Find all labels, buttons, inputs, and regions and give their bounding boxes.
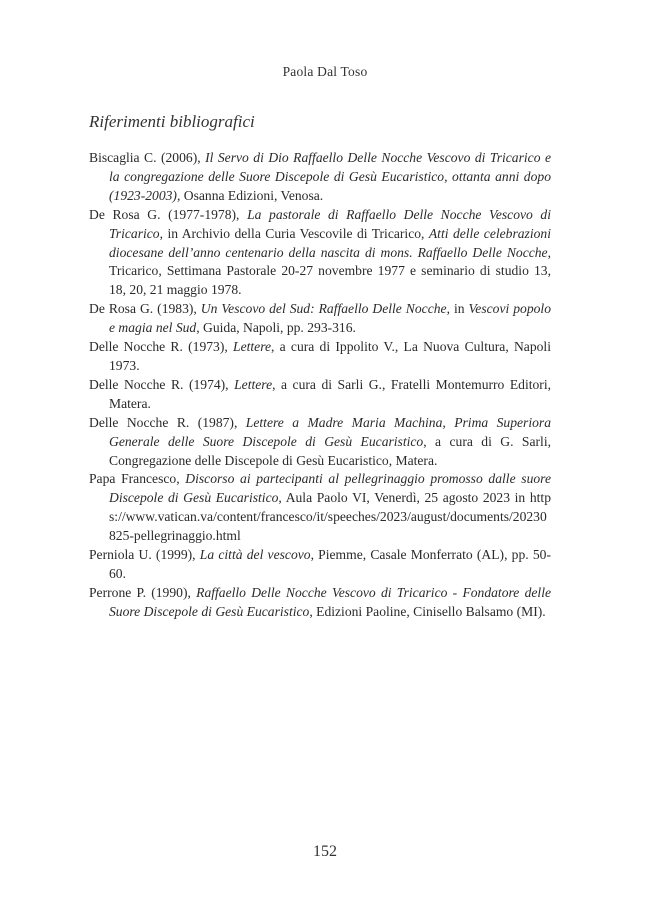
page-number: 152 (313, 843, 337, 860)
entry-title: La pastorale di Raffaello Delle Nocche Vescovo di Tricarico (109, 206, 552, 241)
entry-source: , in (446, 301, 469, 317)
bibliography-list (89, 149, 551, 622)
entry-title: Un Vescovo del Sud: Raffaello Delle Nocche (200, 301, 447, 317)
section-title: Riferimenti bibliografici (89, 112, 255, 131)
entry-publication: , Piemme, Casale Monferrato (AL), pp. 50-60. (109, 547, 552, 581)
entry-title: Il Servo di Dio Raffaello Delle Nocche Vescovo di Tricarico e la congregazione delle Suore Discepole di Gesù Eucaristico, ottanta anni dopo (1923-2003) (109, 150, 551, 203)
bibliography-entry (89, 376, 551, 414)
bibliography-entry (89, 546, 551, 584)
entry-author-year: De Rosa G. (1983), (89, 301, 201, 317)
entry-author-year: Papa Francesco, (89, 471, 186, 487)
entry-author-year: Biscaglia C. (2006), (89, 150, 206, 165)
bibliography-entry (89, 338, 551, 376)
entry-url: https://www.vatican.va/content/francesco/it/speeches/2023/august/documents/20230825-pellegrinaggio.html (109, 490, 551, 544)
entry-container-title: Atti delle celebrazioni diocesane dell’anno centenario della nascita di mons. Raffaello Delle Nocche (109, 225, 551, 260)
entry-author-year: Delle Nocche R. (1974), (89, 376, 235, 392)
entry-publication: , Osanna Edizioni, Venosa. (176, 187, 324, 203)
entry-title: Lettere (233, 339, 272, 355)
entry-publication: , a cura di Ippolito V., La Nuova Cultura, Napoli 1973. (109, 339, 551, 373)
running-head: Paola Dal Toso (282, 64, 368, 79)
entry-author-year: Delle Nocche R. (1987), (89, 414, 246, 430)
entry-title: Discorso ai partecipanti al pellegrinaggio promosso dalle suore Discepole di Gesù Eucaristico (109, 471, 551, 506)
bibliography-entry (89, 149, 551, 206)
entry-source: , Aula Paolo VI, Venerdì, 25 agosto 2023 in (278, 490, 530, 506)
bibliography-entry (89, 470, 551, 546)
entry-publication: , a cura di Sarli G., Fratelli Montemurro Editori, Matera. (109, 376, 552, 411)
entry-container-title: Vescovi popolo e magia nel Sud (109, 301, 551, 336)
entry-title: Lettere (234, 376, 273, 392)
bibliography-entry (89, 584, 551, 622)
entry-publication: , Edizioni Paoline, Cinisello Balsamo (MI). (309, 603, 546, 619)
entry-publication: , Guida, Napoli, pp. 293-316. (196, 320, 356, 336)
bibliography-entry (89, 206, 551, 301)
entry-publication: , Tricarico, Settimana Pastorale 20-27 novembre 1977 e seminario di studio 13, 18, 20, 21 maggio 1978. (109, 244, 551, 298)
entry-title: Lettere a Madre Maria Machina, Prima Superiora Generale delle Suore Discepole di Gesù Eucaristico (109, 414, 551, 449)
entry-publication: , a cura di G. Sarli, Congregazione delle Discepole di Gesù Eucaristico, Matera. (109, 433, 551, 468)
entry-author-year: Perrone P. (1990), (89, 584, 197, 600)
bibliography-entry (89, 414, 551, 471)
entry-author-year: De Rosa G. (1977-1978), (89, 206, 248, 222)
bibliography-entry (89, 300, 551, 338)
entry-title: La città del vescovo (199, 547, 311, 563)
entry-author-year: Delle Nocche R. (1973), (89, 339, 234, 355)
entry-author-year: Perniola U. (1999), (89, 547, 200, 563)
entry-source: , in Archivio della Curia Vescovile di Tricarico, (159, 225, 429, 241)
entry-title: Raffaello Delle Nocche Vescovo di Tricarico - Fondatore delle Suore Discepole di Gesù Eucaristico (109, 584, 552, 619)
